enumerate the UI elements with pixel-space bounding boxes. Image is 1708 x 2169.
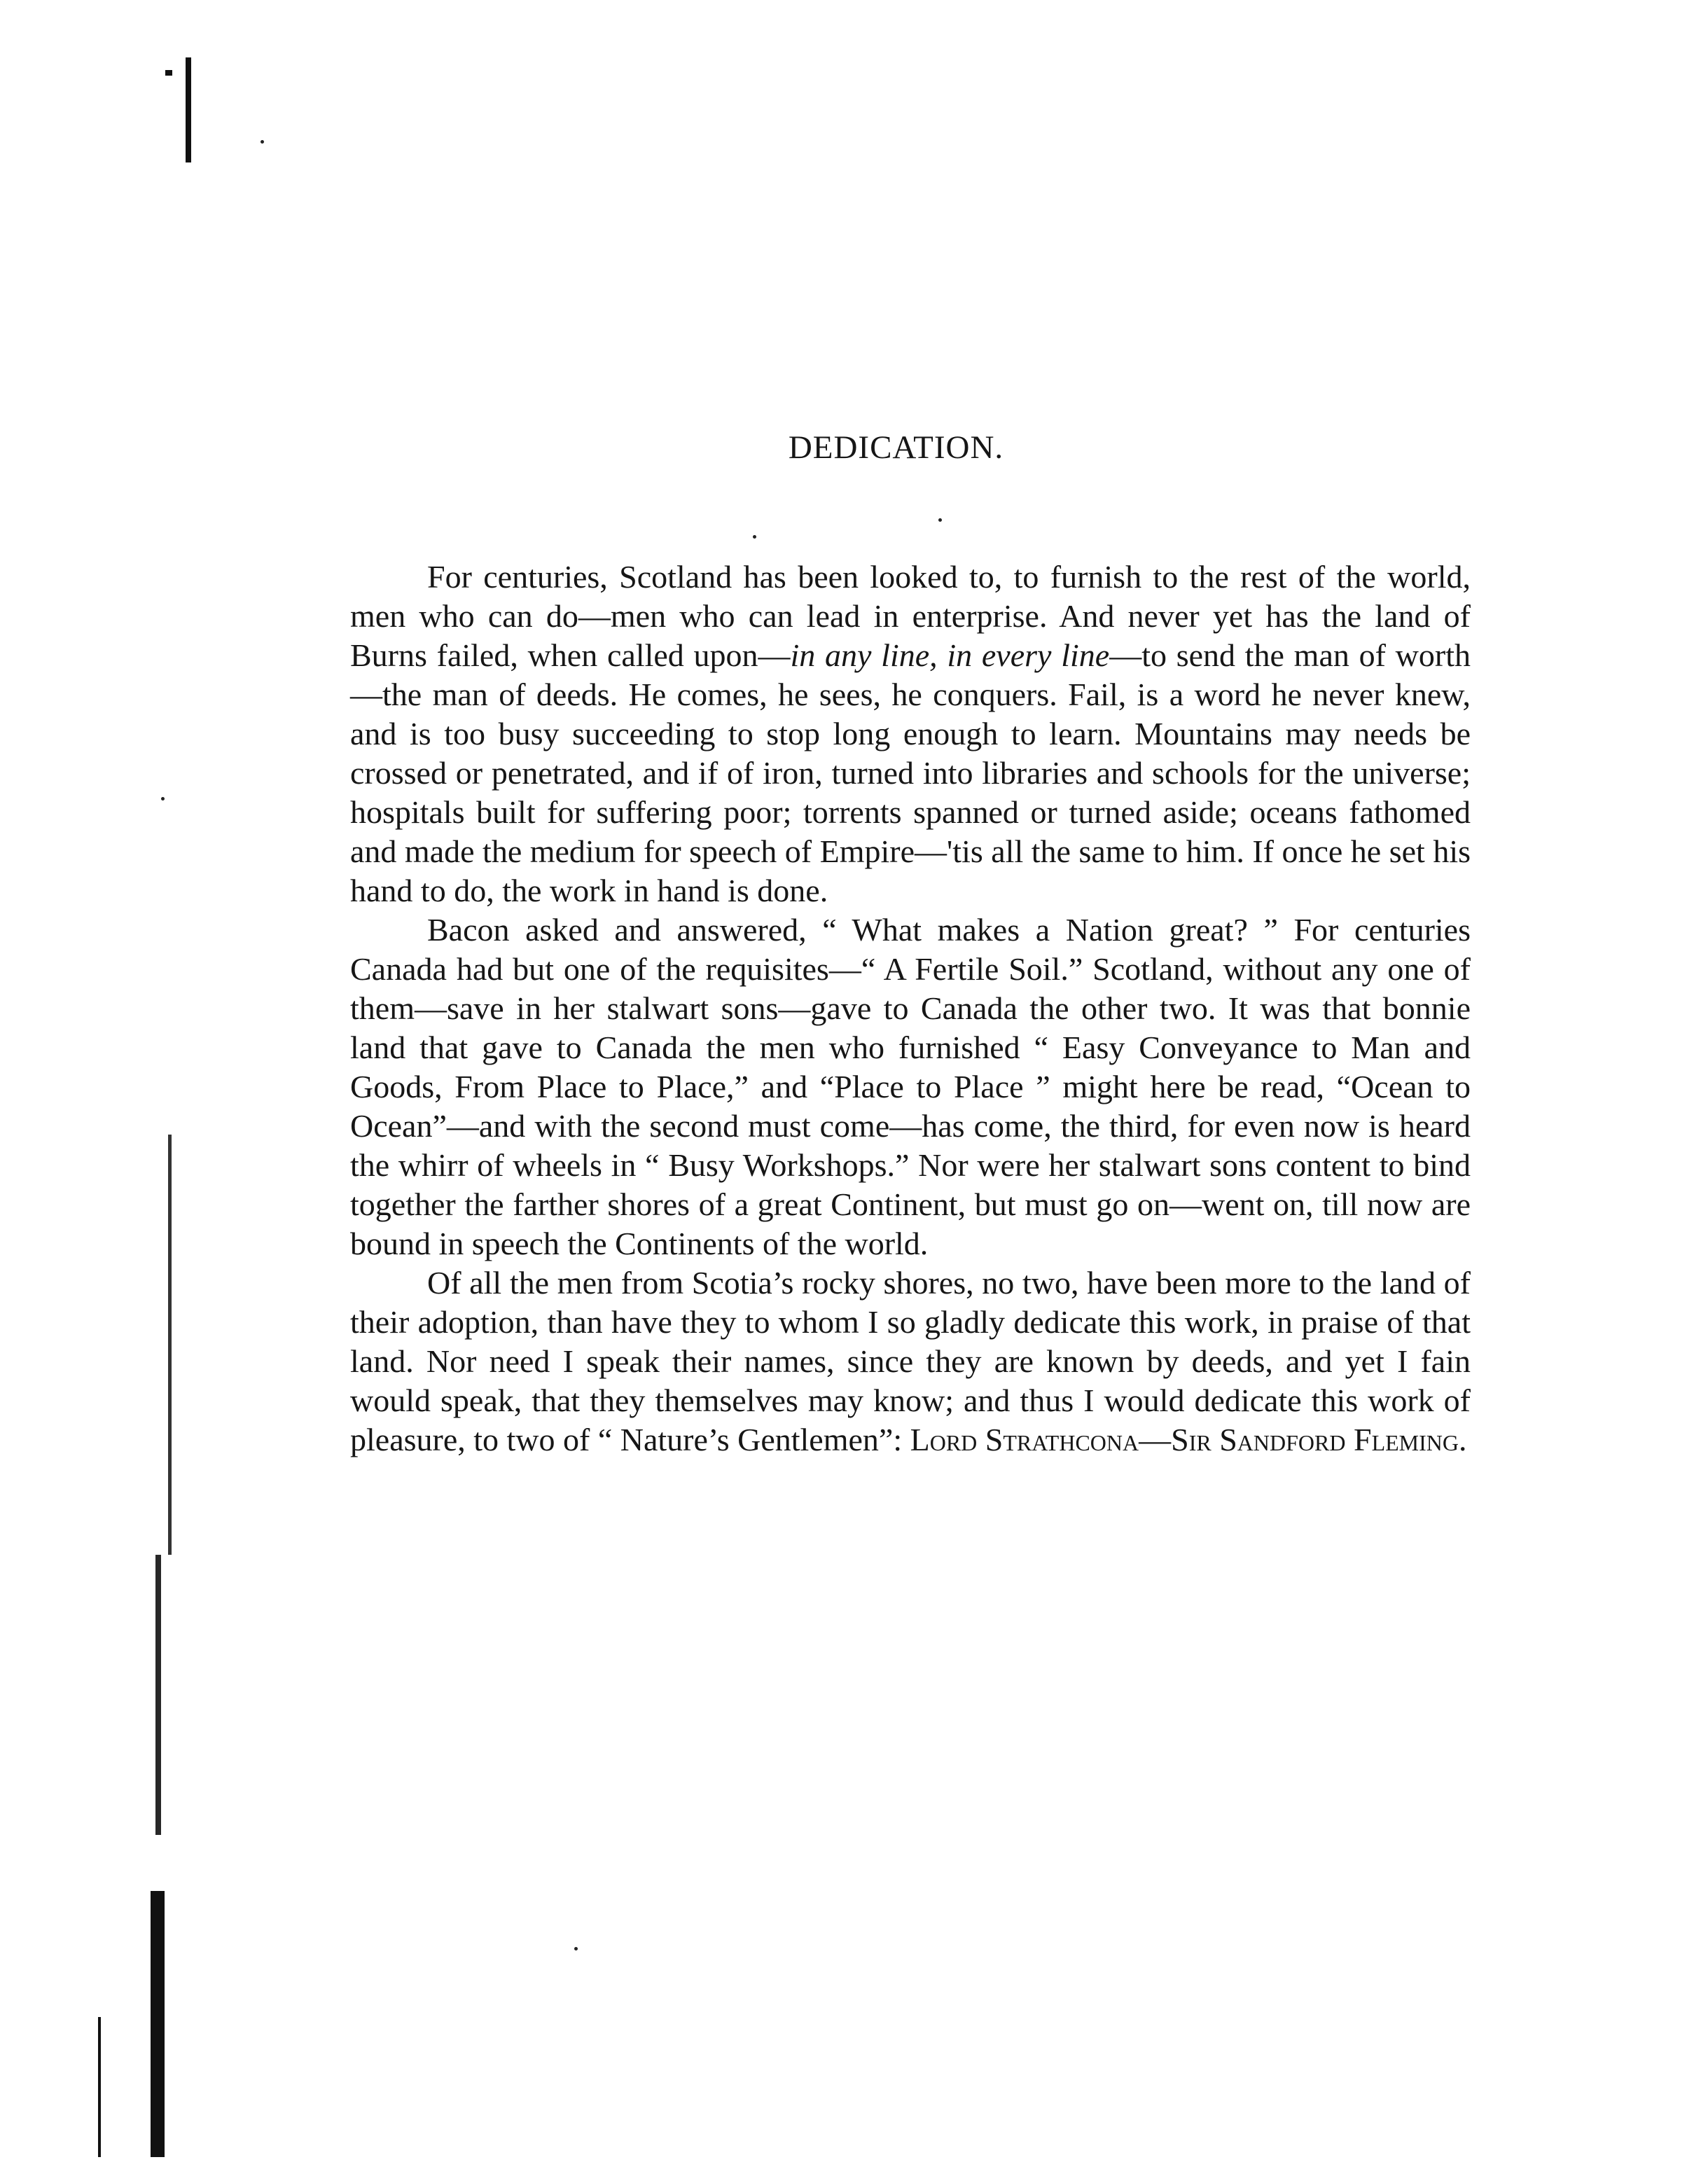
italic-segment: in any line, in every line [790, 637, 1110, 673]
scan-speck [574, 1947, 578, 1950]
text-segment: Bacon asked and answered, “ What makes a Nation great? ” For centuries Canada had but one of the requisites—“ A Fertile Soil.” Scotland, without any one of them—save in her stalwart sons—gave to Canada the other two. It was that bonnie land that gave to Canada the men who furnished “ Easy Conveyance to Man and Goods, From Place to Place,” and “Place to Place ” might here be read, “Ocean to Ocean”—and with the second must come—has come, the third, for even now is heard the whirr of wheels in “ Busy Workshops.” Nor were her stalwart sons content to bind together the farther shores of a great Continent, but must go on—went on, till now are bound in speech the Continents of the world. [350, 912, 1471, 1261]
scan-speck [161, 797, 165, 801]
scan-speck [753, 535, 756, 539]
text-segment: Of all the men from Scotia’s rocky shores, no two, have been more to the land of their adoption, than have they to whom I so gladly dedicate this work, in praise of that land. Nor need I speak their names, since they are known by deeds, and yet I fain would speak, that they themselves may know; and thus I would dedicate this work of pleasure, to two of “ Nature’s Gentlemen”: [350, 1265, 1471, 1457]
page-title: DEDICATION. [788, 429, 1004, 466]
paragraph-2 [350, 910, 1471, 1263]
scan-artifact-edge-2 [155, 1555, 161, 1835]
scan-artifact-edge-3 [151, 1891, 165, 2157]
dedicatees-names: Lord Strathcona—Sir Sandford Fleming. [910, 1422, 1467, 1457]
text-segment: —to send the man of worth—the man of deeds. He comes, he sees, he conquers. Fail, is a word he never knew, and is too busy succeeding to stop long enough to learn. Mountains may needs be crossed or penetrated, and if of iron, turned into libraries and schools for the universe; hospitals built for suffering poor; torrents spanned or turned aside; oceans fathomed and made the medium for speech of Empire—'tis all the same to him. If once he set his hand to do, the work in hand is done. [350, 637, 1471, 908]
scan-artifact-edge-4 [98, 2017, 101, 2157]
scan-artifact-top [186, 57, 191, 162]
scan-artifact-top-dot [165, 70, 172, 76]
scan-speck [261, 140, 264, 144]
paragraph-3 [350, 1263, 1471, 1460]
text-segment: For centuries, Scotland has been looked to, to furnish to the rest of the world, men who can do—men who can lead in enterprise. And never yet has the land of Burns failed, when called upon— [350, 559, 1471, 673]
scan-artifact-edge-1 [168, 1135, 172, 1555]
dedication-text [350, 557, 1471, 1460]
scan-speck [938, 518, 942, 522]
paragraph-1 [350, 557, 1471, 910]
